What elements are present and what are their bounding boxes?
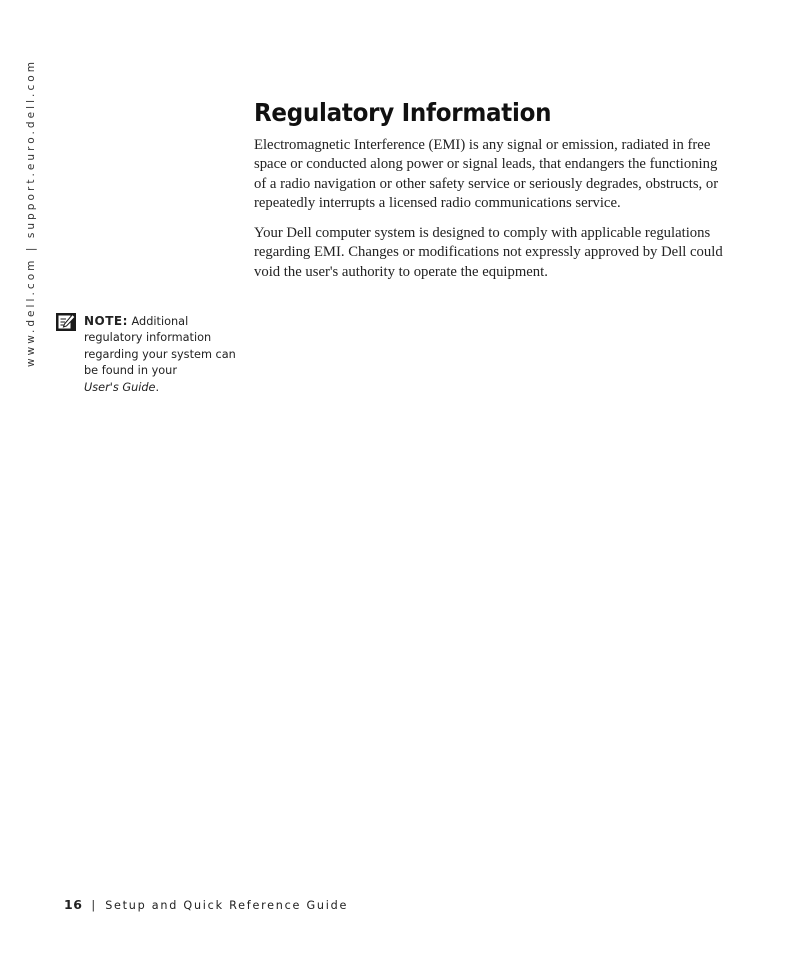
page-title: Regulatory Information <box>254 98 552 127</box>
footer-title: Setup and Quick Reference Guide <box>105 899 349 912</box>
footer-separator: | <box>91 899 96 912</box>
note-guide-title: User's Guide <box>84 380 156 394</box>
page-footer <box>64 897 348 912</box>
note-label: NOTE: <box>84 314 128 328</box>
page-number: 16 <box>64 897 83 912</box>
paragraph-emi: Electromagnetic Interference (EMI) is any signal or emission, radiated in free space or conducted along power or signal leads, that endangers the functioning of a radio navigation or other safety service or seriously degrades, obstructs, or repeatedly interrupts a licensed radio communications service. <box>254 137 719 211</box>
note-pencil-icon <box>56 313 76 331</box>
paragraph-compliance: Your Dell computer system is designed to comply with applicable regulations regarding EMI. Changes or modifications not expressly approved by Dell could void the user's authority to operate the equipment. <box>254 225 723 280</box>
sidebar-url-text: www.dell.com | support.euro.dell.com <box>25 58 37 367</box>
sidebar-url <box>22 58 42 367</box>
main-content <box>254 96 724 282</box>
note-end: . <box>155 380 160 394</box>
note-content: Additional regulatory information regarding your system can be found in your <box>84 315 236 378</box>
note-text <box>84 313 236 396</box>
